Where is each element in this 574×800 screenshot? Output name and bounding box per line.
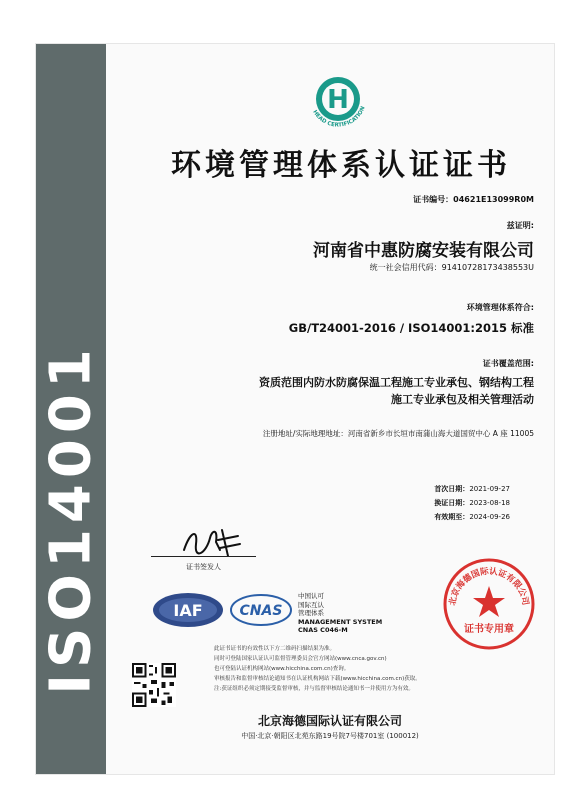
svg-text:北京海德国际认证有限公司: 北京海德国际认证有限公司 (447, 566, 531, 607)
sidebar-iso-text: ISO14001 (38, 343, 104, 695)
certificate-content (106, 44, 554, 774)
standard: GB/T24001-2016 / ISO14001:2015 标准 (288, 321, 534, 335)
certificate (35, 43, 555, 775)
cnas-logo (230, 592, 292, 628)
note-line: 注:获证组织必须定期接受监督审核，并与监督审核结论通知书一并使用方为有效。 (214, 686, 414, 692)
issuer-name: 北京海德国际认证有限公司 (257, 714, 402, 728)
certificate-number: 证书编号：04621E13099R0M (413, 195, 534, 204)
sidebar-band (36, 44, 106, 774)
logo-text: HEAD CERTIFICATION (311, 105, 367, 129)
iaf-logo (151, 592, 225, 628)
svg-text:IAF: IAF (173, 601, 203, 620)
registered-address: 注册地址/实际地理地址：河南省新乡市长垣市南蒲山海大道国贸中心 A 座 11005 (262, 429, 534, 438)
note-line: 也可登陆认证机构网站(www.hicchina.com.cn)查询。 (214, 666, 350, 672)
note-line: 审核报告和监督审核结论通知书在认证机构网站下载(www.hicchina.com.cn)获取。 (214, 676, 421, 682)
credit-code: 统一社会信用代码：91410728173438553U (369, 263, 534, 272)
svg-text:H: H (327, 85, 349, 115)
dates-block (434, 482, 510, 524)
signature-image (176, 520, 246, 560)
svg-text:CNAS: CNAS (239, 603, 283, 619)
renewal-date: 换证日期：2023-08-18 (434, 499, 510, 507)
official-seal (441, 556, 537, 652)
note-line: 同时可登陆国家认证认可监督管理委员会官方网站(www.cnca.gov.cn) (214, 656, 387, 662)
svg-text:证书专用章: 证书专用章 (464, 624, 514, 635)
qr-code[interactable] (132, 663, 176, 707)
company-name: 河南省中惠防腐安装有限公司 (313, 241, 534, 261)
signature-line (151, 556, 256, 557)
issuer-address: 中国·北京·朝阳区北苑东路19号院7号楼701室 (100012) (241, 732, 419, 740)
conform-label: 环境管理体系符合: (466, 303, 534, 312)
note-line: 此证书证书的有效性以下方二维码扫描结果为准。 (214, 646, 336, 652)
expiry-date: 有效期至：2024-09-26 (434, 513, 510, 521)
first-date: 首次日期：2021-09-27 (434, 485, 510, 493)
cnas-accreditation-text: 中国认可 国际互认 管理体系 MANAGEMENT SYSTEM CNAS C046-M (298, 592, 383, 634)
scope-label: 证书覆盖范围: (482, 359, 534, 368)
certify-label: 兹证明: (506, 221, 534, 230)
scope-line-2: 施工专业承包及相关管理活动 (391, 393, 534, 406)
scope-line-1: 资质范围内防水防腐保温工程施工专业承包、钢结构工程 (259, 376, 534, 389)
signature-label: 证书签发人 (186, 563, 221, 571)
certificate-title: 环境管理体系认证证书 (171, 148, 511, 183)
head-certification-logo (301, 66, 375, 140)
verification-notes (214, 644, 454, 694)
